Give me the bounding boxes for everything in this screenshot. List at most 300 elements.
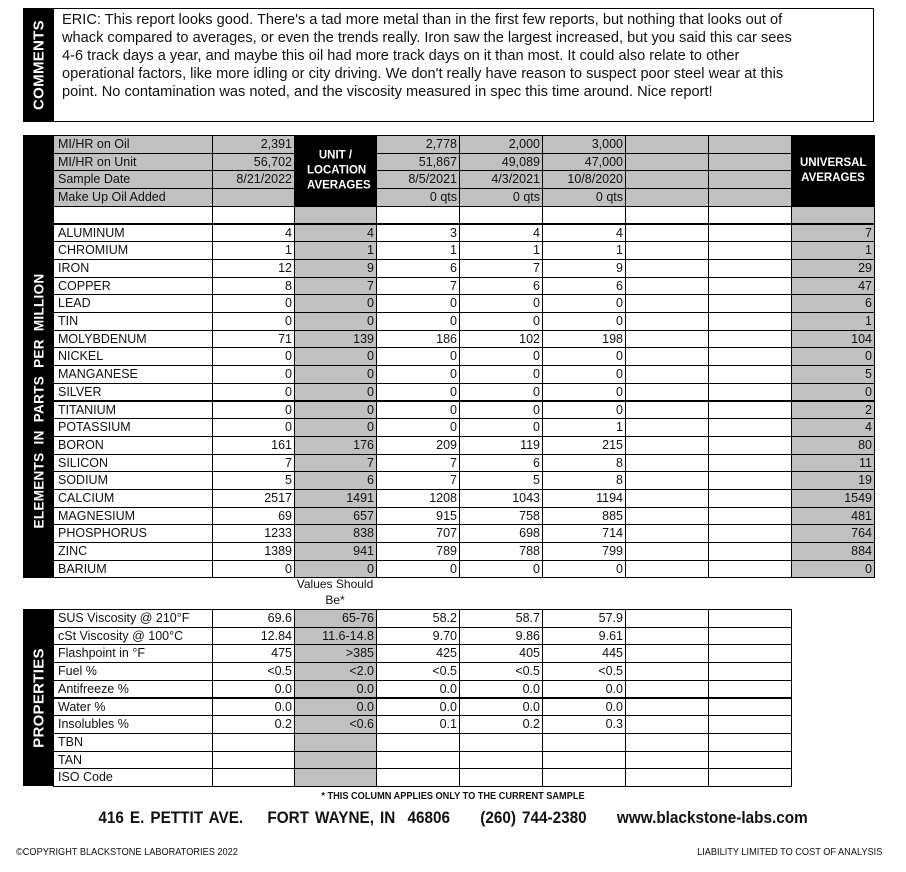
element-history-value: [625, 241, 709, 260]
property-history-value: [625, 698, 709, 717]
elements-side-label-text: ELEMENTS IN PARTS PER MILLION: [31, 273, 46, 528]
element-unit-average: 0: [294, 347, 377, 366]
element-current-value: 69: [212, 507, 295, 526]
property-history-value: [376, 768, 460, 787]
element-history-value: 1: [542, 241, 626, 260]
element-history-value: 0: [459, 560, 543, 579]
header-history-value: 2,778: [376, 135, 460, 154]
property-current-value: 12.84: [212, 627, 295, 646]
property-history-value: [542, 751, 626, 770]
element-history-value: [625, 259, 709, 278]
element-history-value: 6: [542, 277, 626, 296]
element-unit-average: 941: [294, 542, 377, 561]
property-history-value: [708, 715, 792, 734]
spacer-cell: [791, 206, 875, 225]
property-current-value: 0.0: [212, 680, 295, 699]
element-unit-average: 7: [294, 454, 377, 473]
header-history-value: 4/3/2021: [459, 170, 543, 189]
spacer-cell: [212, 206, 295, 225]
element-history-value: 0: [376, 560, 460, 579]
element-unit-average: 1491: [294, 489, 377, 508]
element-current-value: 0: [212, 401, 295, 420]
element-history-value: 0: [542, 294, 626, 313]
element-current-value: 8: [212, 277, 295, 296]
property-name: SUS Viscosity @ 210°F: [53, 609, 213, 628]
element-universal-average: 80: [791, 436, 875, 455]
element-universal-average: 29: [791, 259, 875, 278]
element-unit-average: 0: [294, 560, 377, 579]
element-history-value: [708, 436, 792, 455]
element-current-value: 0: [212, 383, 295, 402]
element-unit-average: 0: [294, 383, 377, 402]
element-history-value: 209: [376, 436, 460, 455]
property-current-value: [212, 768, 295, 787]
unit-averages-title: UNIT / LOCATION AVERAGES: [307, 149, 371, 192]
element-current-value: 0: [212, 418, 295, 437]
property-current-value: 69.6: [212, 609, 295, 628]
element-history-value: [625, 277, 709, 296]
property-name: Fuel %: [53, 662, 213, 681]
element-history-value: 0: [542, 347, 626, 366]
header-row-label: MI/HR on Oil: [53, 135, 213, 154]
spacer-cell: [376, 206, 460, 225]
property-should-be-value: <0.6: [294, 715, 377, 734]
element-history-value: [708, 542, 792, 561]
property-history-value: 0.3: [542, 715, 626, 734]
element-history-value: 707: [376, 524, 460, 543]
property-history-value: 57.9: [542, 609, 626, 628]
elements-side-label: [23, 224, 54, 578]
property-history-value: <0.5: [459, 662, 543, 681]
property-current-value: 0.2: [212, 715, 295, 734]
element-history-value: 0: [542, 312, 626, 331]
element-universal-average: 1: [791, 241, 875, 260]
element-history-value: [625, 436, 709, 455]
header-row-label: MI/HR on Unit: [53, 153, 213, 172]
property-history-value: 9.86: [459, 627, 543, 646]
element-history-value: [708, 259, 792, 278]
element-current-value: 0: [212, 560, 295, 579]
lab-address: 416 E. PETTIT AVE. FORT WAYNE, IN 46806 (260) 744-2380 www.blackstone-labs.com: [98, 808, 808, 827]
element-history-value: 0: [376, 401, 460, 420]
property-should-be-value: [294, 733, 377, 752]
property-history-value: 0.1: [376, 715, 460, 734]
element-history-value: [625, 418, 709, 437]
property-history-value: 0.0: [542, 698, 626, 717]
element-history-value: 8: [542, 454, 626, 473]
comments-label: COMMENTS: [30, 20, 47, 110]
element-universal-average: 104: [791, 330, 875, 349]
property-history-value: [708, 733, 792, 752]
element-history-value: 1194: [542, 489, 626, 508]
property-should-be-value: 11.6-14.8: [294, 627, 377, 646]
element-history-value: 0: [459, 418, 543, 437]
property-name: TAN: [53, 751, 213, 770]
element-name: SODIUM: [53, 471, 213, 490]
element-history-value: [708, 418, 792, 437]
element-name: LEAD: [53, 294, 213, 313]
property-history-value: [625, 627, 709, 646]
element-unit-average: 0: [294, 418, 377, 437]
element-universal-average: 0: [791, 347, 875, 366]
element-history-value: [625, 524, 709, 543]
element-history-value: 799: [542, 542, 626, 561]
element-history-value: [708, 224, 792, 243]
element-current-value: 7: [212, 454, 295, 473]
element-unit-average: 1: [294, 241, 377, 260]
property-history-value: [625, 715, 709, 734]
property-history-value: [625, 768, 709, 787]
header-history-value: [708, 170, 792, 189]
spacer-cell: [625, 206, 709, 225]
element-history-value: [708, 347, 792, 366]
properties-side-label-text: PROPERTIES: [30, 647, 47, 748]
element-history-value: [708, 454, 792, 473]
property-current-value: [212, 733, 295, 752]
header-history-value: 47,000: [542, 153, 626, 172]
property-name: Antifreeze %: [53, 680, 213, 699]
element-name: BORON: [53, 436, 213, 455]
element-history-value: 0: [376, 294, 460, 313]
element-name: MAGNESIUM: [53, 507, 213, 526]
property-history-value: 0.0: [459, 680, 543, 699]
property-should-be-value: <2.0: [294, 662, 377, 681]
element-history-value: [625, 365, 709, 384]
element-name: SILVER: [53, 383, 213, 402]
element-current-value: 1233: [212, 524, 295, 543]
header-current-value: 2,391: [212, 135, 295, 154]
header-history-value: [625, 170, 709, 189]
element-history-value: 788: [459, 542, 543, 561]
element-universal-average: 764: [791, 524, 875, 543]
element-universal-average: 2: [791, 401, 875, 420]
property-history-value: 0.0: [542, 680, 626, 699]
header-history-value: 0 qts: [376, 188, 460, 207]
element-name: CALCIUM: [53, 489, 213, 508]
element-universal-average: 11: [791, 454, 875, 473]
universal-averages-title: UNIVERSAL AVERAGES: [800, 156, 867, 184]
element-history-value: 0: [459, 312, 543, 331]
element-name: PHOSPHORUS: [53, 524, 213, 543]
element-current-value: 161: [212, 436, 295, 455]
element-universal-average: 4: [791, 418, 875, 437]
comments-side-label: [23, 8, 54, 122]
element-history-value: [708, 312, 792, 331]
element-current-value: 1: [212, 241, 295, 260]
element-name: SILICON: [53, 454, 213, 473]
element-history-value: 215: [542, 436, 626, 455]
property-current-value: 0.0: [212, 698, 295, 717]
element-history-value: 102: [459, 330, 543, 349]
property-name: Insolubles %: [53, 715, 213, 734]
element-history-value: [708, 507, 792, 526]
element-history-value: 6: [376, 259, 460, 278]
element-history-value: 3: [376, 224, 460, 243]
spacer-cell: [542, 206, 626, 225]
element-history-value: 0: [542, 383, 626, 402]
element-history-value: 119: [459, 436, 543, 455]
property-history-value: 405: [459, 644, 543, 663]
element-history-value: [708, 294, 792, 313]
element-history-value: 198: [542, 330, 626, 349]
property-history-value: [459, 751, 543, 770]
element-history-value: 0: [459, 383, 543, 402]
element-history-value: [625, 347, 709, 366]
element-history-value: 789: [376, 542, 460, 561]
element-history-value: 4: [542, 224, 626, 243]
property-history-value: [625, 609, 709, 628]
property-history-value: 0.0: [376, 680, 460, 699]
comments-text: ERIC: This report looks good. There's a tad more metal than in the first few reports, but nothing that looks out of whack compared to averages, or even the trends really. Iron saw the largest increased, but you said this car sees 4-6 track days a year, and maybe this oil had more track days on it than most. It could also relate to other operational factors, like more idling or city driving. We don't really have reason to suspect poor steel wear at this point. No contamination was noted, and the viscosity measured in spec this time around. Nice report!: [62, 12, 792, 100]
element-history-value: 0: [459, 365, 543, 384]
property-history-value: [708, 644, 792, 663]
property-history-value: 445: [542, 644, 626, 663]
header-history-value: [625, 153, 709, 172]
element-history-value: [708, 241, 792, 260]
footnote: * THIS COLUMN APPLIES ONLY TO THE CURRENT SAMPLE: [321, 791, 585, 802]
element-history-value: 6: [459, 454, 543, 473]
element-history-value: [625, 312, 709, 331]
property-current-value: <0.5: [212, 662, 295, 681]
header-history-value: 2,000: [459, 135, 543, 154]
element-history-value: 6: [459, 277, 543, 296]
header-history-value: [708, 188, 792, 207]
header-current-value: 8/21/2022: [212, 170, 295, 189]
copyright: ©COPYRIGHT BLACKSTONE LABORATORIES 2022: [16, 847, 238, 858]
property-history-value: [459, 768, 543, 787]
element-universal-average: 47: [791, 277, 875, 296]
universal-averages-header: [791, 135, 875, 207]
property-history-value: 58.2: [376, 609, 460, 628]
header-history-value: 10/8/2020: [542, 170, 626, 189]
element-history-value: 698: [459, 524, 543, 543]
element-name: POTASSIUM: [53, 418, 213, 437]
property-history-value: [708, 662, 792, 681]
element-history-value: 186: [376, 330, 460, 349]
element-unit-average: 838: [294, 524, 377, 543]
element-history-value: 7: [376, 471, 460, 490]
element-name: MOLYBDENUM: [53, 330, 213, 349]
property-history-value: 0.0: [459, 698, 543, 717]
unit-location-averages-header: [294, 135, 377, 207]
element-history-value: [708, 401, 792, 420]
property-history-value: [376, 733, 460, 752]
element-name: TITANIUM: [53, 401, 213, 420]
property-current-value: [212, 751, 295, 770]
element-current-value: 1389: [212, 542, 295, 561]
element-unit-average: 6: [294, 471, 377, 490]
header-side-bar: [23, 135, 54, 224]
element-universal-average: 6: [791, 294, 875, 313]
element-name: TIN: [53, 312, 213, 331]
property-should-be-value: 0.0: [294, 680, 377, 699]
header-history-value: [708, 153, 792, 172]
element-history-value: 9: [542, 259, 626, 278]
property-history-value: <0.5: [376, 662, 460, 681]
element-current-value: 0: [212, 365, 295, 384]
element-history-value: 1: [542, 418, 626, 437]
property-should-be-value: 65-76: [294, 609, 377, 628]
property-history-value: [625, 733, 709, 752]
header-history-value: 0 qts: [459, 188, 543, 207]
property-history-value: [708, 627, 792, 646]
property-history-value: [542, 733, 626, 752]
property-history-value: <0.5: [542, 662, 626, 681]
element-universal-average: 481: [791, 507, 875, 526]
property-history-value: [376, 751, 460, 770]
header-history-value: [625, 135, 709, 154]
element-universal-average: 1: [791, 312, 875, 331]
property-history-value: [625, 644, 709, 663]
element-current-value: 71: [212, 330, 295, 349]
element-history-value: 1: [376, 241, 460, 260]
element-current-value: 0: [212, 294, 295, 313]
element-history-value: [625, 471, 709, 490]
element-history-value: 0: [459, 347, 543, 366]
element-history-value: [708, 277, 792, 296]
element-history-value: 4: [459, 224, 543, 243]
element-history-value: [708, 383, 792, 402]
element-history-value: 5: [459, 471, 543, 490]
element-history-value: [625, 507, 709, 526]
header-current-value: 56,702: [212, 153, 295, 172]
element-history-value: 0: [542, 560, 626, 579]
property-history-value: [459, 733, 543, 752]
liability-note: LIABILITY LIMITED TO COST OF ANALYSIS: [696, 847, 882, 858]
element-history-value: [625, 294, 709, 313]
element-unit-average: 4: [294, 224, 377, 243]
element-history-value: [625, 383, 709, 402]
element-history-value: [708, 330, 792, 349]
element-universal-average: 884: [791, 542, 875, 561]
element-history-value: [708, 471, 792, 490]
properties-side-label: [23, 609, 54, 786]
element-history-value: 0: [542, 365, 626, 384]
header-history-value: [708, 135, 792, 154]
element-name: ALUMINUM: [53, 224, 213, 243]
element-history-value: 885: [542, 507, 626, 526]
property-history-value: [625, 662, 709, 681]
element-history-value: [625, 489, 709, 508]
property-history-value: 425: [376, 644, 460, 663]
element-universal-average: 1549: [791, 489, 875, 508]
element-history-value: [625, 224, 709, 243]
property-name: TBN: [53, 733, 213, 752]
header-history-value: 51,867: [376, 153, 460, 172]
element-history-value: 1: [459, 241, 543, 260]
element-history-value: 0: [376, 418, 460, 437]
element-current-value: 0: [212, 312, 295, 331]
element-history-value: 7: [376, 277, 460, 296]
element-name: IRON: [53, 259, 213, 278]
property-history-value: [542, 768, 626, 787]
element-current-value: 4: [212, 224, 295, 243]
element-history-value: 1043: [459, 489, 543, 508]
element-history-value: 0: [376, 383, 460, 402]
property-should-be-value: >385: [294, 644, 377, 663]
element-unit-average: 0: [294, 401, 377, 420]
values-should-be-label: Values Should Be*: [296, 577, 374, 607]
property-history-value: [708, 609, 792, 628]
element-universal-average: 5: [791, 365, 875, 384]
spacer-cell: [53, 206, 213, 225]
element-universal-average: 7: [791, 224, 875, 243]
element-current-value: 12: [212, 259, 295, 278]
property-history-value: [708, 751, 792, 770]
element-history-value: 0: [459, 294, 543, 313]
element-history-value: 0: [376, 365, 460, 384]
element-current-value: 0: [212, 347, 295, 366]
element-history-value: 1208: [376, 489, 460, 508]
property-name: Flashpoint in °F: [53, 644, 213, 663]
element-name: ZINC: [53, 542, 213, 561]
element-history-value: 0: [542, 401, 626, 420]
element-history-value: 758: [459, 507, 543, 526]
element-history-value: [708, 365, 792, 384]
property-history-value: 0.0: [376, 698, 460, 717]
element-universal-average: 0: [791, 383, 875, 402]
element-universal-average: 0: [791, 560, 875, 579]
element-name: NICKEL: [53, 347, 213, 366]
header-history-value: 8/5/2021: [376, 170, 460, 189]
header-history-value: 3,000: [542, 135, 626, 154]
property-history-value: [625, 751, 709, 770]
element-history-value: 0: [376, 312, 460, 331]
property-history-value: [708, 768, 792, 787]
property-history-value: [708, 680, 792, 699]
element-history-value: 7: [459, 259, 543, 278]
element-name: COPPER: [53, 277, 213, 296]
element-unit-average: 139: [294, 330, 377, 349]
property-should-be-value: [294, 751, 377, 770]
property-should-be-value: 0.0: [294, 698, 377, 717]
property-history-value: 0.2: [459, 715, 543, 734]
header-history-value: [625, 188, 709, 207]
element-history-value: 0: [459, 401, 543, 420]
element-name: CHROMIUM: [53, 241, 213, 260]
element-history-value: [625, 401, 709, 420]
header-history-value: 49,089: [459, 153, 543, 172]
element-unit-average: 9: [294, 259, 377, 278]
property-current-value: 475: [212, 644, 295, 663]
element-unit-average: 657: [294, 507, 377, 526]
element-name: MANGANESE: [53, 365, 213, 384]
property-should-be-value: [294, 768, 377, 787]
property-history-value: [708, 698, 792, 717]
element-current-value: 5: [212, 471, 295, 490]
spacer-cell: [294, 206, 377, 225]
element-history-value: [708, 524, 792, 543]
property-name: cSt Viscosity @ 100°C: [53, 627, 213, 646]
spacer-cell: [708, 206, 792, 225]
property-history-value: 58.7: [459, 609, 543, 628]
property-history-value: [625, 680, 709, 699]
element-history-value: [625, 330, 709, 349]
element-history-value: [708, 560, 792, 579]
element-history-value: 8: [542, 471, 626, 490]
element-history-value: [625, 454, 709, 473]
element-history-value: [708, 489, 792, 508]
element-history-value: 915: [376, 507, 460, 526]
element-unit-average: 0: [294, 365, 377, 384]
element-history-value: [625, 542, 709, 561]
header-current-value: [212, 188, 295, 207]
element-universal-average: 19: [791, 471, 875, 490]
header-row-label: Sample Date: [53, 170, 213, 189]
element-unit-average: 0: [294, 294, 377, 313]
element-unit-average: 176: [294, 436, 377, 455]
spacer-cell: [459, 206, 543, 225]
